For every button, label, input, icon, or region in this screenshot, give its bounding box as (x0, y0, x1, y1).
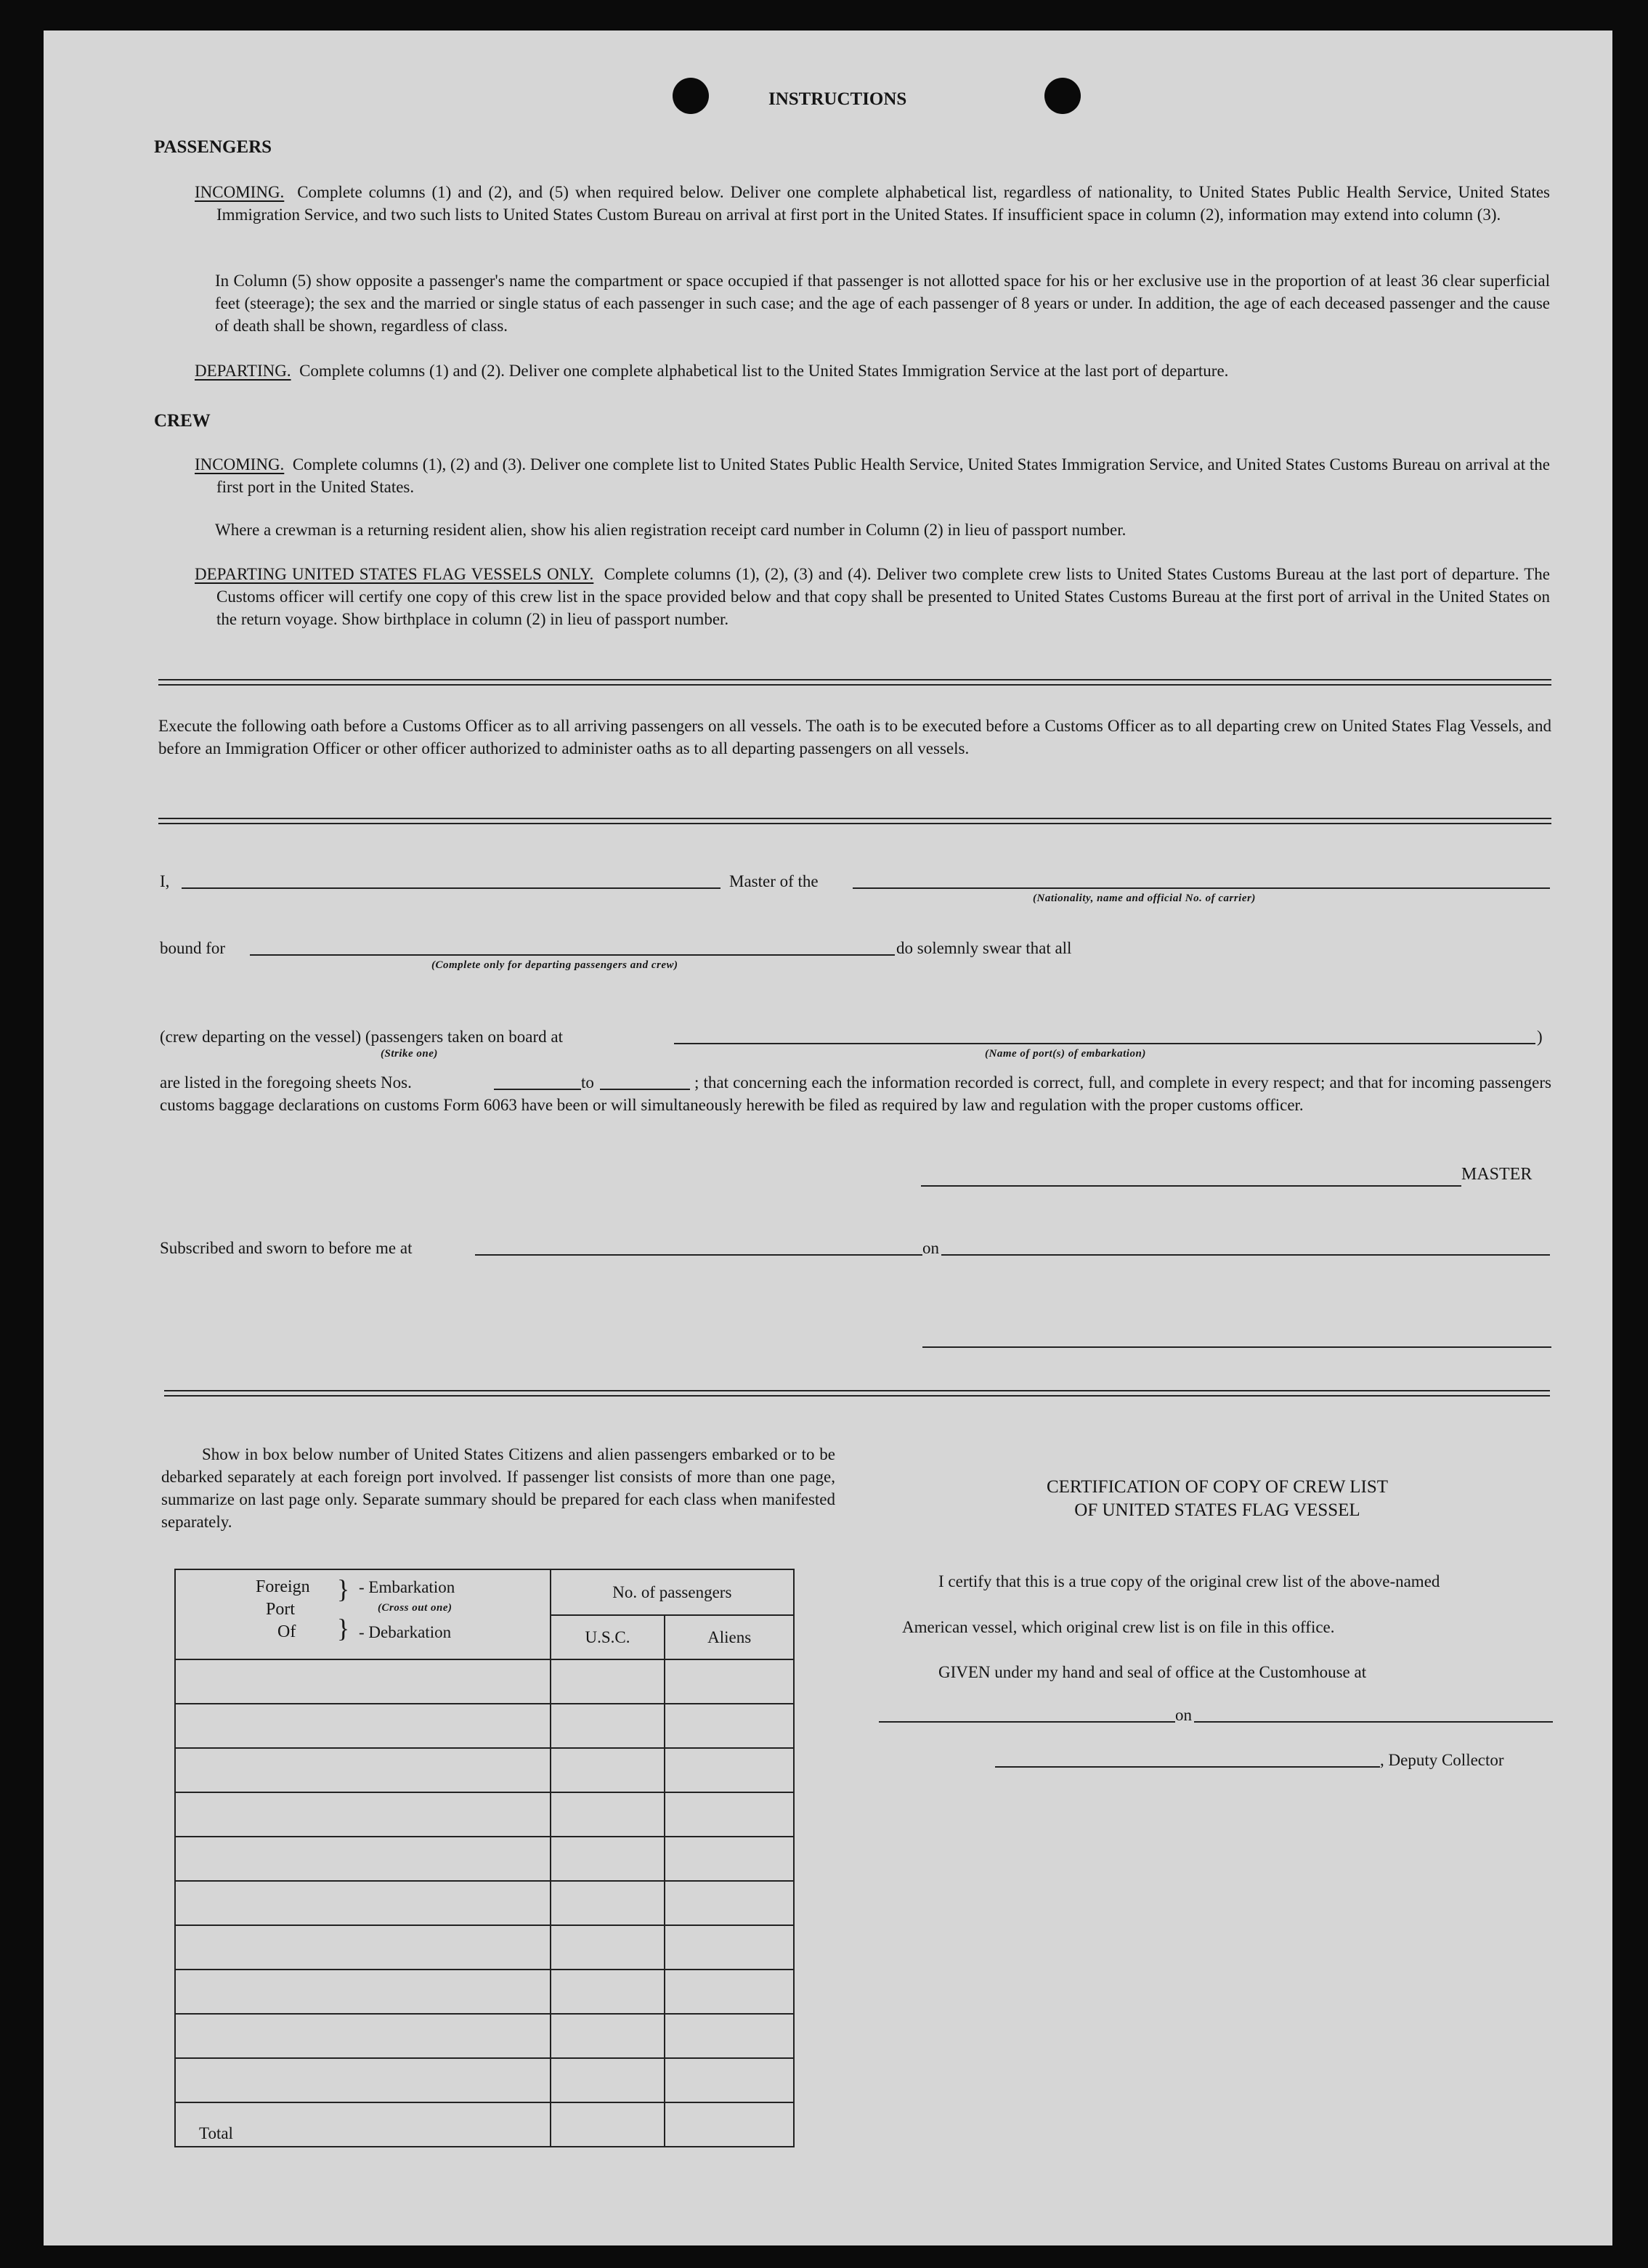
divider (158, 818, 1551, 824)
oath-close-paren: ) (1537, 1028, 1543, 1046)
table-row (175, 1925, 794, 1970)
port-header-cell (175, 1569, 551, 1659)
ports-caption: (Name of port(s) of embarkation) (985, 1048, 1146, 1060)
table-row (175, 2058, 794, 2102)
certification-line-2: American vessel, which original crew list is on file in this office. (902, 1618, 1335, 1636)
summary-paragraph: Show in box below number of United States Citizens and alien passengers embarked or to be debarked separately at each foreign port involved. If passenger list consists of more than one page, summarize on last page only. Separate summary should be prepared for each class when manifested separately. (161, 1445, 835, 1531)
port-cell[interactable] (175, 1925, 551, 1970)
divider (164, 1390, 1550, 1397)
embarkation-label: - Embarkation (359, 1578, 455, 1596)
table-row (175, 1792, 794, 1837)
subscribed-place-field[interactable] (475, 1254, 922, 1256)
passengers-departing-paragraph (195, 359, 1550, 382)
port-header-of: Of (277, 1622, 296, 1641)
aliens-cell[interactable] (665, 1659, 794, 1704)
aliens-total-cell[interactable] (665, 2102, 794, 2147)
aliens-cell[interactable] (665, 1704, 794, 1748)
crew-incoming-label: INCOMING. (195, 455, 285, 473)
aliens-cell[interactable] (665, 1881, 794, 1925)
passengers-departing-label: DEPARTING. (195, 362, 291, 380)
table-row (175, 2014, 794, 2058)
no-of-passengers-header: No. of passengers (551, 1569, 794, 1615)
oath-intro-paragraph: Execute the following oath before a Customs Officer as to all arriving passengers on all vessels. The oath is to be executed before a Customs Officer as to all departing crew on United States Flag Vessels, and before an Immigration Officer or other officer authorized to administer oaths as to all departing passengers on all vessels. (158, 717, 1551, 757)
usc-cell[interactable] (551, 1925, 665, 1970)
table-row (175, 1970, 794, 2014)
debarkation-label: - Debarkation (359, 1623, 452, 1641)
certification-title-2: OF UNITED STATES FLAG VESSEL (1074, 1500, 1360, 1520)
certification-on-label: on (1175, 1706, 1192, 1724)
passengers-departing-text: Complete columns (1) and (2). Deliver one complete alphabetical list to the United States Immigration Service at the last port of departure. (299, 362, 1229, 380)
total-label: Total (175, 2102, 551, 2147)
aliens-header: Aliens (665, 1615, 794, 1659)
passengers-incoming-text: Complete columns (1) and (2), and (5) when required below. Deliver one complete alphabetical list, regardless of nationality, to United States Public Health Service, United States Immigration Service, and two such lists to United States Custom Bureau on arrival at first port in the United States. If insufficient space in column (2), information may extend into column (3). (216, 183, 1551, 224)
cross-out-caption: (Cross out one) (378, 1602, 452, 1614)
table-row (175, 1704, 794, 1748)
divider (158, 679, 1551, 686)
passengers-incoming-label: INCOMING. (195, 183, 285, 201)
aliens-cell[interactable] (665, 1970, 794, 2014)
port-header-port: Port (266, 1600, 296, 1619)
table-row (175, 1748, 794, 1792)
port-cell[interactable] (175, 2014, 551, 2058)
crew-flag-label: DEPARTING UNITED STATES FLAG VESSELS ONLY. (195, 565, 594, 583)
oath-master-of-label: Master of the (729, 872, 819, 890)
passengers-column5-paragraph: In Column (5) show opposite a passenger's name the compartment or space occupied if that passenger is not allotted space for his or her exclusive use in the proportion of at least 36 clear superficial feet (steerage); the sex and the married or single status of each passenger in such case; and the age of each passenger of 8 years or under. In addition, the age of each deceased passenger and the cause of death shall be shown, regardless of class. (215, 272, 1550, 335)
bound-for-caption: (Complete only for departing passengers and crew) (431, 959, 678, 971)
crew-flag-paragraph (195, 563, 1550, 630)
passengers-incoming-paragraph (195, 181, 1550, 226)
oath-crew-departing-label: (crew departing on the vessel) (passengers taken on board at (160, 1028, 563, 1046)
bound-for-field[interactable] (250, 954, 895, 956)
crew-heading: CREW (154, 411, 211, 431)
passenger-summary-table (174, 1569, 795, 2147)
usc-cell[interactable] (551, 1704, 665, 1748)
punch-hole-left (673, 78, 709, 114)
certification-title-1: CERTIFICATION OF COPY OF CREW LIST (1046, 1477, 1389, 1497)
customhouse-place-field[interactable] (879, 1721, 1175, 1723)
crew-resident-paragraph: Where a crewman is a returning resident alien, show his alien registration receipt card number in Column (2) in lieu of passport number. (215, 521, 1127, 539)
master-signature-field[interactable] (921, 1185, 1461, 1187)
brace-icon: } (337, 1614, 350, 1643)
passengers-heading: PASSENGERS (154, 137, 272, 157)
table-row (175, 1881, 794, 1925)
officer-signature-field[interactable] (922, 1346, 1551, 1348)
aliens-cell[interactable] (665, 1792, 794, 1837)
brace-icon: } (337, 1574, 350, 1604)
master-name-field[interactable] (182, 887, 721, 889)
aliens-cell[interactable] (665, 1748, 794, 1792)
punch-hole-right (1044, 78, 1081, 114)
subscribed-date-field[interactable] (941, 1254, 1550, 1256)
oath-i-label: I, (160, 872, 170, 890)
usc-cell[interactable] (551, 2014, 665, 2058)
subscribed-on-label: on (922, 1239, 939, 1257)
oath-bound-for-label: bound for (160, 939, 226, 957)
certification-line-1: I certify that this is a true copy of the original crew list of the above-named (938, 1572, 1440, 1590)
table-row (175, 1659, 794, 1704)
port-cell[interactable] (175, 2058, 551, 2102)
usc-cell[interactable] (551, 1881, 665, 1925)
usc-cell[interactable] (551, 1792, 665, 1837)
oath-swear-label: do solemnly swear that all (896, 939, 1072, 957)
usc-header: U.S.C. (551, 1615, 665, 1659)
carrier-field[interactable] (853, 887, 1550, 889)
crew-flag-text: Complete columns (1), (2), (3) and (4). Deliver two complete crew lists to United States Customs Bureau at the last port of departure. The Customs officer will certify one copy of this crew list in the space provided below and that copy shall be presented to United States Customs Bureau at the first port of arrival in the United States on the return voyage. Show birthplace in column (2) in lieu of passport number. (216, 565, 1551, 628)
aliens-cell[interactable] (665, 2058, 794, 2102)
port-cell[interactable] (175, 1704, 551, 1748)
usc-cell[interactable] (551, 1748, 665, 1792)
port-cell[interactable] (175, 1792, 551, 1837)
oath-listed-rest: ; that concerning each the information recorded is correct, full, and complete in every respect; and that for incoming passengers customs baggage declarations on customs Form 6063 have been or will simultaneously herewith be filed as required by law and regulation with the proper customs officer. (160, 1073, 1551, 1114)
strike-one-caption: (Strike one) (381, 1048, 438, 1060)
aliens-cell[interactable] (665, 2014, 794, 2058)
oath-listed-label: are listed in the foregoing sheets Nos. (160, 1073, 412, 1092)
aliens-cell[interactable] (665, 1925, 794, 1970)
usc-total-cell[interactable] (551, 2102, 665, 2147)
deputy-collector-label: , Deputy Collector (1380, 1751, 1504, 1769)
port-cell[interactable] (175, 1659, 551, 1704)
form-page (44, 31, 1612, 2245)
certification-line-3: GIVEN under my hand and seal of office at the Customhouse at (938, 1663, 1367, 1681)
usc-cell[interactable] (551, 1970, 665, 2014)
crew-incoming-text: Complete columns (1), (2) and (3). Deliver one complete list to United States Public Health Service, United States Immigration Service, and United States Customs Bureau on arrival at the first port in the United States. (216, 455, 1550, 496)
aliens-cell[interactable] (665, 1837, 794, 1881)
carrier-caption: (Nationality, name and official No. of carrier) (1033, 893, 1256, 904)
customhouse-date-field[interactable] (1194, 1721, 1553, 1723)
master-label: MASTER (1461, 1165, 1533, 1184)
usc-cell[interactable] (551, 2058, 665, 2102)
crew-incoming-paragraph (195, 453, 1550, 498)
table-row (175, 1837, 794, 1881)
total-row (175, 2102, 794, 2147)
deputy-collector-signature-field[interactable] (995, 1766, 1380, 1768)
port-header-foreign: Foreign (256, 1577, 310, 1596)
port-cell[interactable] (175, 1881, 551, 1925)
ports-embarkation-field[interactable] (674, 1043, 1535, 1044)
usc-cell[interactable] (551, 1659, 665, 1704)
port-cell[interactable] (175, 1837, 551, 1881)
oath-to-label: to (581, 1073, 594, 1092)
page-title: INSTRUCTIONS (768, 89, 907, 109)
subscribed-label: Subscribed and sworn to before me at (160, 1239, 413, 1257)
port-cell[interactable] (175, 1748, 551, 1792)
usc-cell[interactable] (551, 1837, 665, 1881)
port-cell[interactable] (175, 1970, 551, 2014)
